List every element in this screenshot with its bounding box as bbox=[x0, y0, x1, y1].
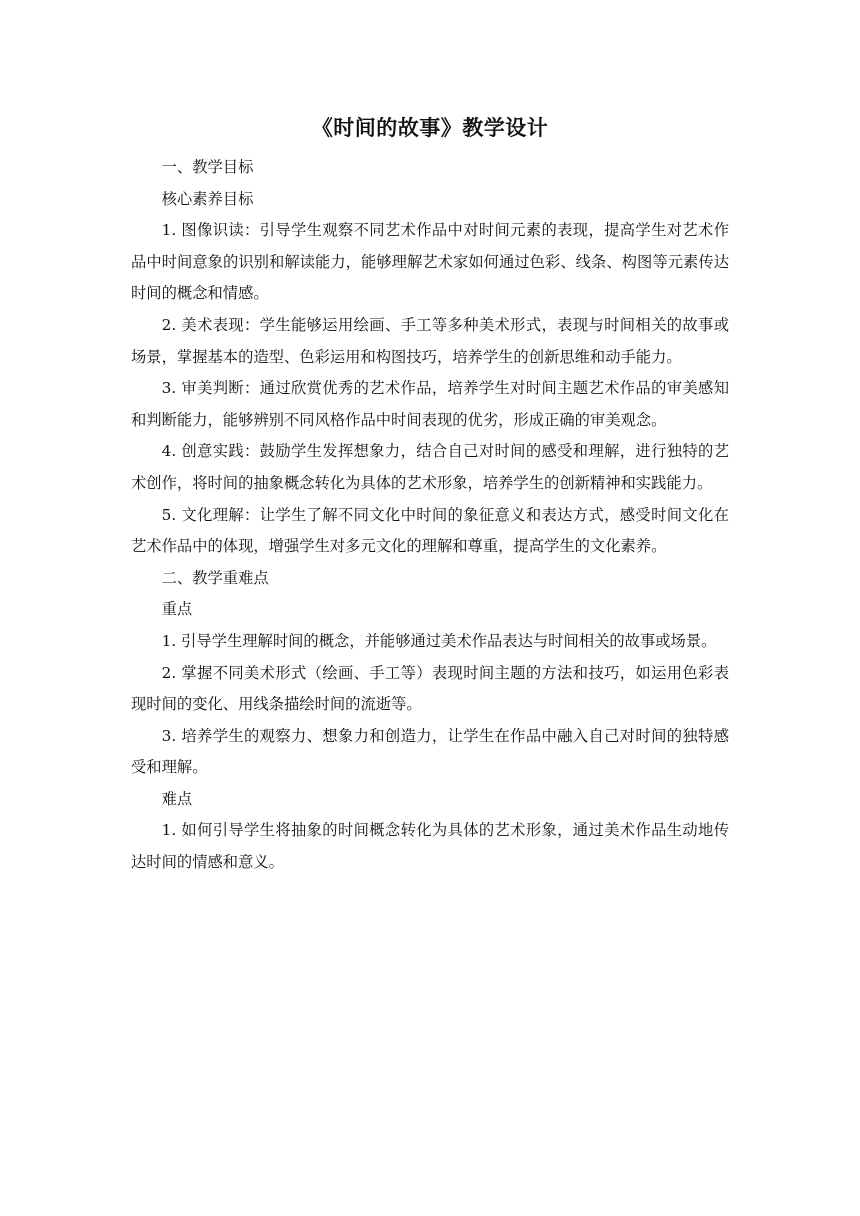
section-heading-key-points: 二、教学重难点 bbox=[161, 568, 269, 587]
section-heading-objectives: 一、教学目标 bbox=[161, 158, 254, 176]
key-point-2: 2. 掌握不同美术形式（绘画、手工等）表现时间主题的方法和技巧，如运用色彩表现时间的变化、用线条描绘时间的流逝等。 bbox=[131, 663, 729, 714]
document-title: 《时间的故事》教学设计 bbox=[311, 116, 549, 140]
key-point-3: 3. 培养学生的观察力、想象力和创造力，让学生在作品中融入自己对时间的独特感受和理解。 bbox=[131, 726, 729, 777]
key-point-1: 1. 引导学生理解时间的概念，并能够通过美术作品表达与时间相关的故事或场景。 bbox=[161, 631, 717, 650]
subheading-core-literacy: 核心素养目标 bbox=[161, 189, 254, 208]
objective-image-reading: 1. 图像识读：引导学生观察不同艺术作品中对时间元素的表现，提高学生对艺术作品中时间意象的识别和解读能力，能够理解艺术家如何通过色彩、线条、构图等元素传达时间的概念和情感。 bbox=[131, 221, 729, 303]
document-body bbox=[131, 110, 729, 879]
objective-art-expression: 2. 美术表现：学生能够运用绘画、手工等多种美术形式，表现与时间相关的故事或场景，掌握基本的造型、色彩运用和构图技巧，培养学生的创新思维和动手能力。 bbox=[131, 315, 729, 366]
objective-aesthetic-judgment: 3. 审美判断：通过欣赏优秀的艺术作品，培养学生对时间主题艺术作品的审美感知和判断能力，能够辨别不同风格作品中时间表现的优劣，形成正确的审美观念。 bbox=[131, 379, 729, 429]
subheading-key-points: 重点 bbox=[161, 600, 193, 619]
objective-creative-practice: 4. 创意实践：鼓励学生发挥想象力，结合自己对时间的感受和理解，进行独特的艺术创作，将时间的抽象概念转化为具体的艺术形象，培养学生的创新精神和实践能力。 bbox=[131, 442, 729, 492]
difficulty-1: 1. 如何引导学生将抽象的时间概念转化为具体的艺术形象，通过美术作品生动地传达时间的情感和意义。 bbox=[131, 821, 729, 872]
subheading-difficulties: 难点 bbox=[161, 789, 193, 808]
objective-cultural-understanding: 5. 文化理解：让学生了解不同文化中时间的象征意义和表达方式，感受时间文化在艺术作品中的体现，增强学生对多元文化的理解和尊重，提高学生的文化素养。 bbox=[131, 505, 729, 556]
